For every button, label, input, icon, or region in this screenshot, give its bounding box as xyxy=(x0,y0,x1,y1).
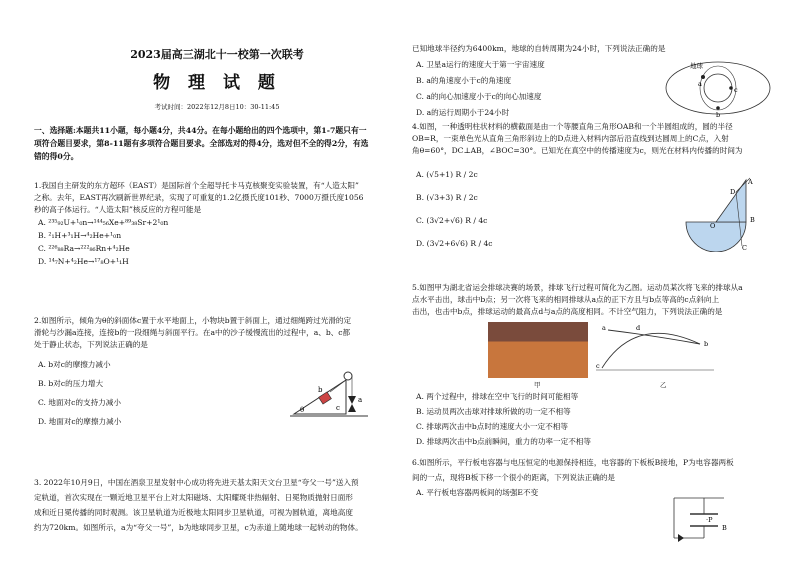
question-line: 秒的高子体运行。“人造太阳”核反应的方程可能是 xyxy=(34,205,202,214)
question-line: 间的一点，现将B板下移一个很小的距离，下列说法正确的是 xyxy=(412,473,616,482)
question-line: 击出，也击中b点，排球运动的最高点d与a点的高度相同。不计空气阻力，下列说法正确的是 xyxy=(412,307,723,316)
trajectory-cd xyxy=(602,333,700,368)
option-a: A. b对c的摩擦力减小 xyxy=(38,360,111,369)
fig-label: C xyxy=(742,244,747,252)
option-c: C. (3√2+√6) R / 4c xyxy=(416,216,488,225)
section-line: 错的得0分。 xyxy=(34,152,79,161)
option-a: A. 两个过程中，排球在空中飞行的时间可能相等 xyxy=(416,392,579,401)
semicircle xyxy=(686,222,746,252)
option-b: B. (√3+3) R / 2c xyxy=(416,193,478,202)
volleyball-photo xyxy=(488,322,588,378)
exam-title: 2023届高三湖北十一校第一次联考 xyxy=(130,48,304,61)
option-b: B. ²₁H+³₁H→⁴₂He+¹₀n xyxy=(38,231,122,240)
option-d: D. 排球两次击中b点前瞬间，重力的功率一定不相等 xyxy=(416,437,591,446)
question-line: 定轨道，首次实现在一颗近地卫星平台上对太阳磁场、太阳耀斑非热辐射、日冕物质抛射日面形 xyxy=(34,493,353,502)
diode xyxy=(678,534,684,542)
sand-hourglass-a xyxy=(348,396,356,404)
option-a: A. (√5+1) R / 2c xyxy=(416,170,478,179)
fig-label: θ xyxy=(300,406,305,414)
earth xyxy=(704,74,732,102)
trajectory-figure xyxy=(596,322,716,378)
incline-figure xyxy=(290,360,370,422)
question-5-options xyxy=(412,389,762,449)
question-line: 2.如图所示，倾角为θ的斜面体c置于水平地面上，小物块b置于斜面上，通过细绳跨过光滑的定 xyxy=(34,316,352,325)
question-line: 点水平击出，球击中b点；另一次将飞来的相同排球从a点的正下方且与b点等高的c点斜向上 xyxy=(412,295,720,304)
question-line: 1.我国自主研发的东方超环（EAST）是国际首个全超导托卡马克核聚变实验装置，有“人造太阳” xyxy=(34,181,359,190)
option-c: C. ²²⁶₈₈Ra→²²²₈₆Rn+⁴₂He xyxy=(38,244,130,253)
option-c: C. 地面对c的支持力减小 xyxy=(38,398,121,407)
fig-label: D xyxy=(730,188,736,196)
option-d: D. 地面对c的摩擦力减小 xyxy=(38,417,122,426)
option-c: C. 排球两次击中b点时的速度大小一定不相等 xyxy=(416,422,568,431)
fig-label: b xyxy=(716,111,721,118)
question-line: 5.如图甲为湖北省运会排球决赛的场景，排球飞行过程可简化为乙图。运动员某次将飞来的排球从a xyxy=(412,283,743,292)
trajectory-ab xyxy=(608,330,700,344)
fig-label: O xyxy=(710,222,716,230)
option-a: A. 卫星a运行的速度大于第一宇宙速度 xyxy=(416,60,545,69)
fig-label: d xyxy=(636,324,641,332)
question-3 xyxy=(34,475,400,535)
fig-label: 地球 xyxy=(690,62,703,70)
pulley xyxy=(344,372,352,380)
section-line: 一、选择题:本题共11小题，每小题4分，共44分。在每小题给出的四个选项中，第1-7题只有一 xyxy=(34,126,367,135)
option-a: A. 平行板电容器两板间的场强E不变 xyxy=(416,488,539,497)
question-line: 4.如图，一种透明柱状材料的横截面是由一个等腰直角三角形OAB和一个半圆组成的，圆的半径 xyxy=(412,122,733,131)
option-b: B. 运动员两次击球对排球所做的功一定不相等 xyxy=(416,407,571,416)
option-d: D. (3√2+6√6) R / 4c xyxy=(416,239,493,248)
orbit-figure xyxy=(662,58,774,118)
question-5 xyxy=(412,282,762,318)
fig-label: A xyxy=(748,178,753,186)
capacitor-figure xyxy=(664,492,744,548)
exam-time: 考试时间：2022年12月8日10：30-11:45 xyxy=(154,103,280,111)
fig-label: c xyxy=(734,86,738,94)
fig-label: B xyxy=(722,524,727,532)
option-b: B. a的角速度小于c的角速度 xyxy=(416,76,512,85)
option-b: B. b对c的压力增大 xyxy=(38,379,104,388)
question-1 xyxy=(34,180,400,268)
question-line: 约为720km。如图所示，a为“夸父一号”，b为地球同步卫星，c为赤道上随地球一起转动的物体。 xyxy=(34,523,363,532)
subject-title: 物 理 试 题 xyxy=(153,73,281,93)
fig-label: a xyxy=(698,80,702,88)
fig-label: a xyxy=(358,396,363,404)
fig-label: B xyxy=(750,216,755,224)
fig-label: b xyxy=(704,340,709,348)
orbit-b xyxy=(666,62,770,114)
question-line: OB=R，一束单色光从直角三角形斜边上的D点进入材料内部后沿直线到达圆周上的C点，入射 xyxy=(412,134,729,143)
section-instructions xyxy=(34,124,400,163)
fig-label: b xyxy=(318,386,323,394)
fig-label: ·P xyxy=(706,516,713,524)
question-line: 成和近日冕传播的同时观测。该卫星轨道为近极地太阳同步卫星轨道，可视为圆轨道，离地高度 xyxy=(34,508,353,517)
question-line: 滑轮与沙漏a连接，连接b的一段细绳与斜面平行。在a中的沙子缓慢流出的过程中，a、b、c都 xyxy=(34,328,351,337)
question-line: 之称。去年，EAST再次刷新世界纪录，实现了可重复的1.2亿摄氏度101秒、7000万摄氏度1056 xyxy=(34,193,364,202)
figure-caption: 甲 xyxy=(534,381,541,389)
option-d: D. ¹⁴₇N+⁴₂He→¹⁷₈O+¹₁H xyxy=(38,257,129,266)
option-d: D. a的运行周期小于24小时 xyxy=(416,108,510,117)
question-line: 已知地球半径约为6400km，地球的自转周期为24小时，下列说法正确的是 xyxy=(412,44,666,53)
section-line: 项符合题目要求，第8-11题有多项符合题目要求。全部选对的得4分，选对但不全的得2分，有选 xyxy=(34,139,369,148)
question-line: 处于静止状态，下列说法正确的是 xyxy=(34,340,148,349)
prism-figure xyxy=(680,172,770,252)
option-c: C. a的向心加速度小于c的向心加速度 xyxy=(416,92,542,101)
question-line: 角θ=60°，DC⊥AB，∠BOC=30°。已知光在真空中的传播速度为c，则光在材料内传播的时间为 xyxy=(412,146,743,155)
fig-label: c xyxy=(596,362,600,370)
question-line: 3. 2022年10月9日，中国在酒泉卫星发射中心成功将先进天基太阳天文台卫星“夸父一号”送入预 xyxy=(34,478,359,487)
figure-caption: 乙 xyxy=(660,381,667,389)
question-line: 6.如图所示，平行板电容器与电压恒定的电源保持相连，电容器的下板板B接地，P为电容器两板 xyxy=(412,458,734,467)
fig-label: c xyxy=(336,404,340,412)
option-a: A. ²³⁵₉₂U+¹₀n→¹⁴⁴₅₆Xe+⁸⁹₃₈Sr+2¹₀n xyxy=(38,218,169,227)
question-3-continued xyxy=(412,41,682,121)
fig-label: a xyxy=(602,324,606,332)
